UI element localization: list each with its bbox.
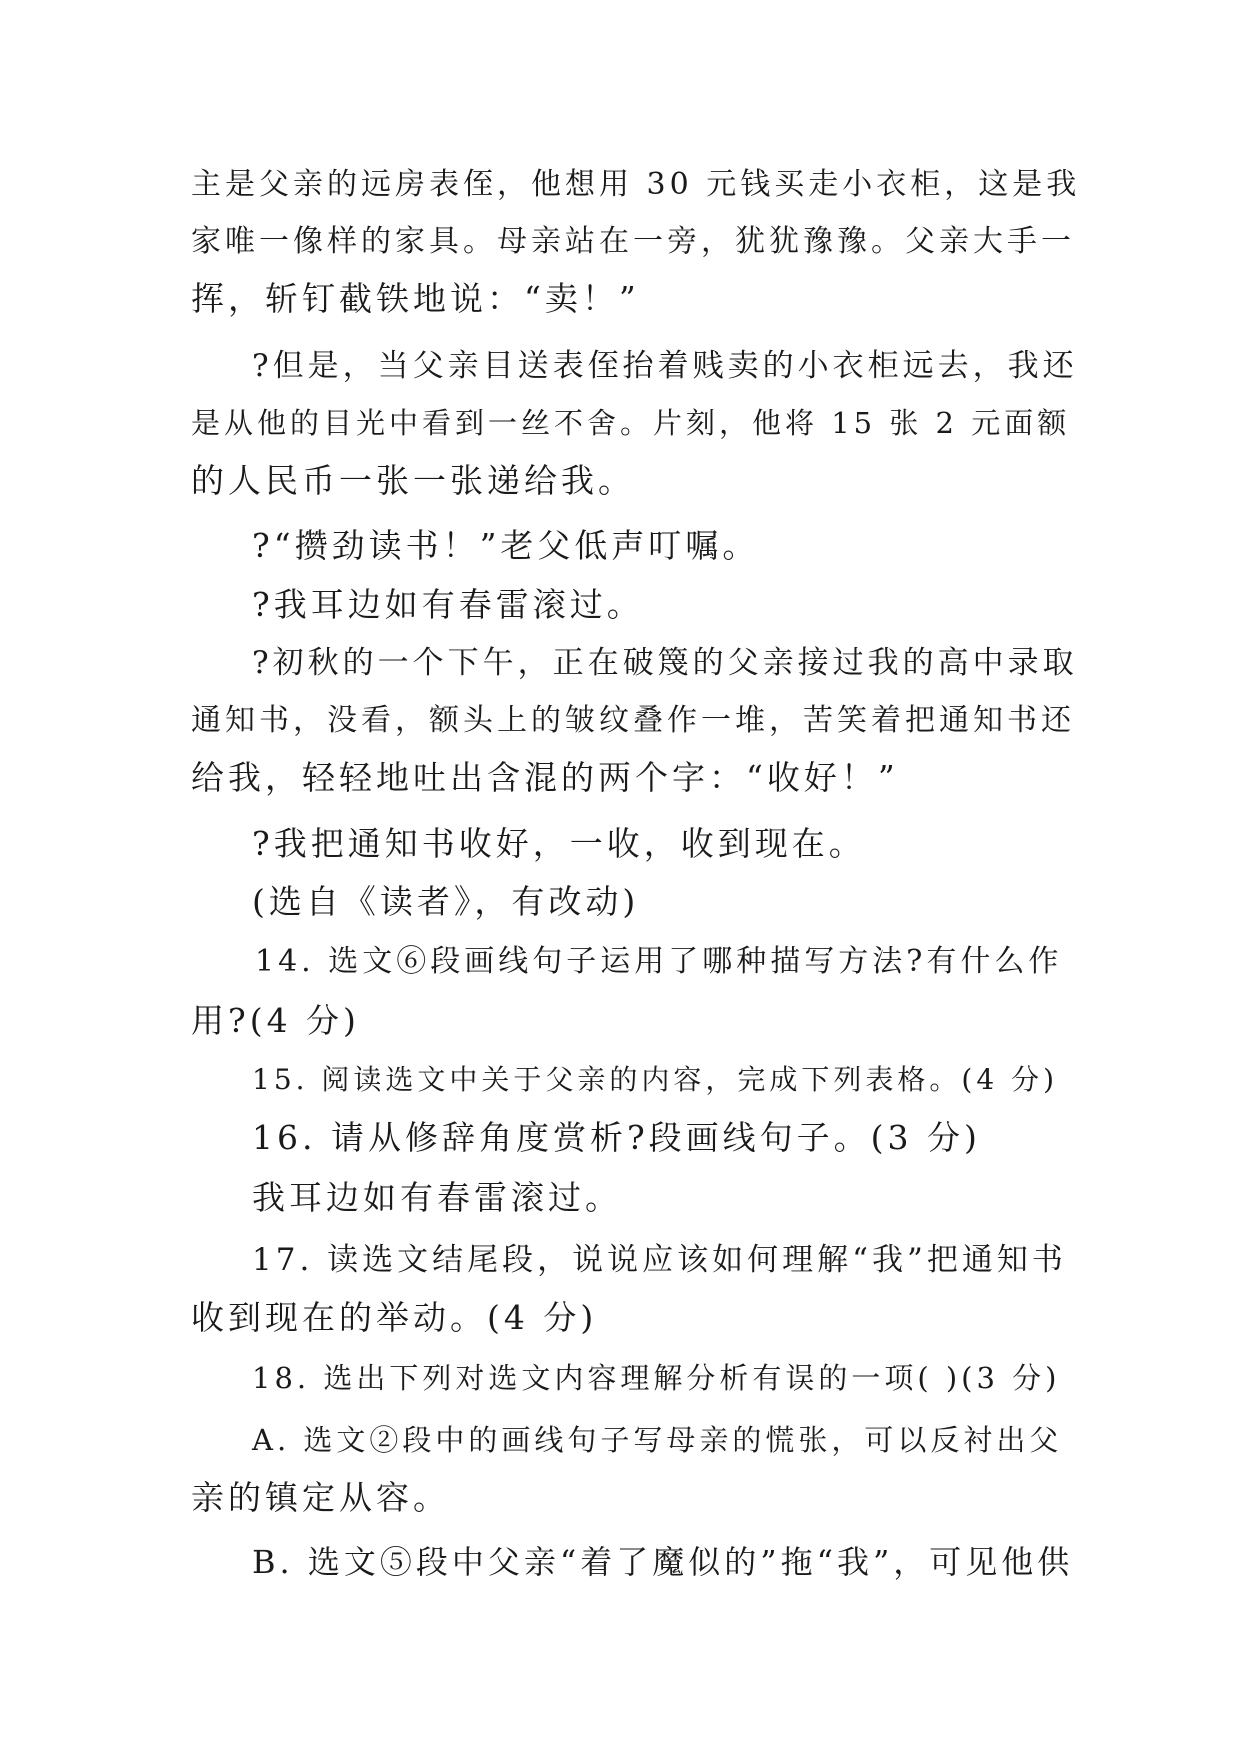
- option-a: A. 选文②段中的画线句子写母亲的慌张，可以反衬出父: [252, 1423, 1063, 1457]
- text-line: ?“攒劲读书！”老父低声叮嘱。: [252, 526, 760, 565]
- text-line: 我耳边如有春雷滚过。: [252, 1178, 622, 1217]
- question-15: 15. 阅读选文中关于父亲的内容，完成下列表格。(4 分): [252, 1063, 1058, 1096]
- text-line: ?初秋的一个下午，正在破篾的父亲接过我的高中录取: [252, 645, 1078, 681]
- text-line: 家唯一像样的家具。母亲站在一旁，犹犹豫豫。父亲大手一: [191, 224, 1075, 259]
- text-line: 挥，斩钉截铁地说：“卖！”: [191, 279, 640, 318]
- text-line: 主是父亲的远房表侄，他想用 30 元钱买走小衣柜，这是我: [191, 167, 1081, 202]
- text-line: 亲的镇定从容。: [191, 1478, 450, 1517]
- option-b: B. 选文⑤段中父亲“着了魔似的”拖“我”，可见他供: [252, 1543, 1074, 1581]
- text-line: (选自《读者》，有改动): [252, 882, 640, 921]
- question-14: 14. 选文⑥段画线句子运用了哪种描写方法?有什么作: [255, 944, 1063, 979]
- question-17: 17. 读选文结尾段，说说应该如何理解“我”把通知书: [252, 1242, 1067, 1278]
- text-line: 给我，轻轻地吐出含混的两个字：“收好！”: [191, 758, 899, 797]
- text-line: ?但是，当父亲目送表侄抬着贱卖的小衣柜远去，我还: [252, 348, 1078, 384]
- question-16: 16. 请从修辞角度赏析?段画线句子。(3 分): [252, 1118, 981, 1157]
- question-18: 18. 选出下列对选文内容理解分析有误的一项( )(3 分): [252, 1361, 1061, 1395]
- text-line: ?我把通知书收好，一收，收到现在。: [252, 824, 866, 863]
- text-line: 的人民币一张一张递给我。: [191, 461, 635, 500]
- text-line: 是从他的目光中看到一丝不舍。片刻，他将 15 张 2 元面额: [191, 406, 1071, 440]
- text-line: 通知书，没看，额头上的皱纹叠作一堆，苦笑着把通知书还: [191, 703, 1075, 738]
- text-line: 用?(4 分): [191, 1001, 360, 1040]
- text-line: ?我耳边如有春雷滚过。: [252, 585, 644, 624]
- text-line: 收到现在的举动。(4 分): [191, 1298, 598, 1337]
